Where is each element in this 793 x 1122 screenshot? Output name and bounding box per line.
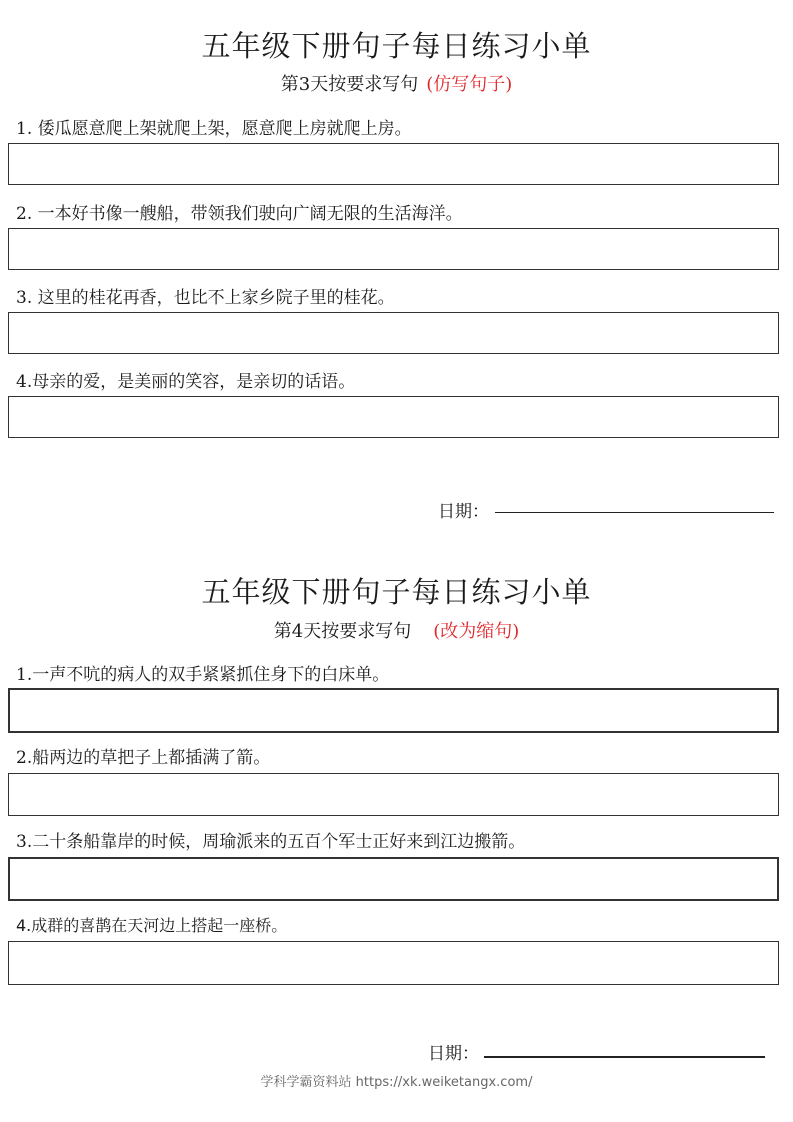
sheet2-question-2: 2.船两边的草把子上都插满了箭。 bbox=[16, 748, 271, 768]
sheet1-date-label: 日期： bbox=[438, 502, 489, 522]
sheet1-question-1: 1. 倭瓜愿意爬上架就爬上架，愿意爬上房就爬上房。 bbox=[16, 119, 412, 139]
sheet1-title: 五年级下册句子每日练习小单 bbox=[201, 29, 592, 63]
sheet1-subtitle-text: 第3天按要求写句 bbox=[280, 74, 419, 95]
sheet1-subtitle bbox=[0, 70, 793, 96]
sheet2-answer-box-3[interactable] bbox=[8, 857, 779, 901]
sheet2-answer-box-4[interactable] bbox=[8, 941, 779, 985]
sheet2-subtitle bbox=[0, 617, 793, 643]
sheet1-answer-box-2[interactable] bbox=[8, 228, 779, 270]
sheet2-question-1: 1.一声不吭的病人的双手紧紧抓住身下的白床单。 bbox=[16, 665, 390, 685]
sheet2-question-4: 4.成群的喜鹊在天河边上搭起一座桥。 bbox=[16, 916, 288, 935]
sheet1-answer-box-4[interactable] bbox=[8, 396, 779, 438]
sheet2-subtitle-text: 第4天按要求写句 bbox=[273, 621, 412, 642]
sheet2-answer-box-2[interactable] bbox=[8, 773, 779, 816]
sheet1-date-line[interactable] bbox=[495, 512, 774, 513]
sheet1-question-3: 3. 这里的桂花再香，也比不上家乡院子里的桂花。 bbox=[16, 288, 395, 308]
sheet2-answer-box-1[interactable] bbox=[8, 688, 779, 733]
sheet1-answer-box-1[interactable] bbox=[8, 143, 779, 185]
sheet1-question-4: 4.母亲的爱，是美丽的笑容，是亲切的话语。 bbox=[16, 372, 356, 392]
sheet1-subtitle-tag: (仿写句子) bbox=[426, 74, 513, 95]
sheet2-date-line[interactable] bbox=[484, 1056, 765, 1058]
sheet1-question-2: 2. 一本好书像一艘船，带领我们驶向广阔无限的生活海洋。 bbox=[16, 204, 463, 224]
footer-watermark: 学科学霸资料站 https://xk.weiketangx.com/ bbox=[260, 1075, 533, 1090]
sheet1-answer-box-3[interactable] bbox=[8, 312, 779, 354]
sheet2-date-label: 日期： bbox=[428, 1044, 479, 1064]
sheet2-title: 五年级下册句子每日练习小单 bbox=[201, 575, 592, 609]
sheet2-question-3: 3.二十条船靠岸的时候，周瑜派来的五百个军士正好来到江边搬箭。 bbox=[16, 832, 526, 852]
sheet2-subtitle-tag: (改为缩句) bbox=[433, 621, 520, 642]
